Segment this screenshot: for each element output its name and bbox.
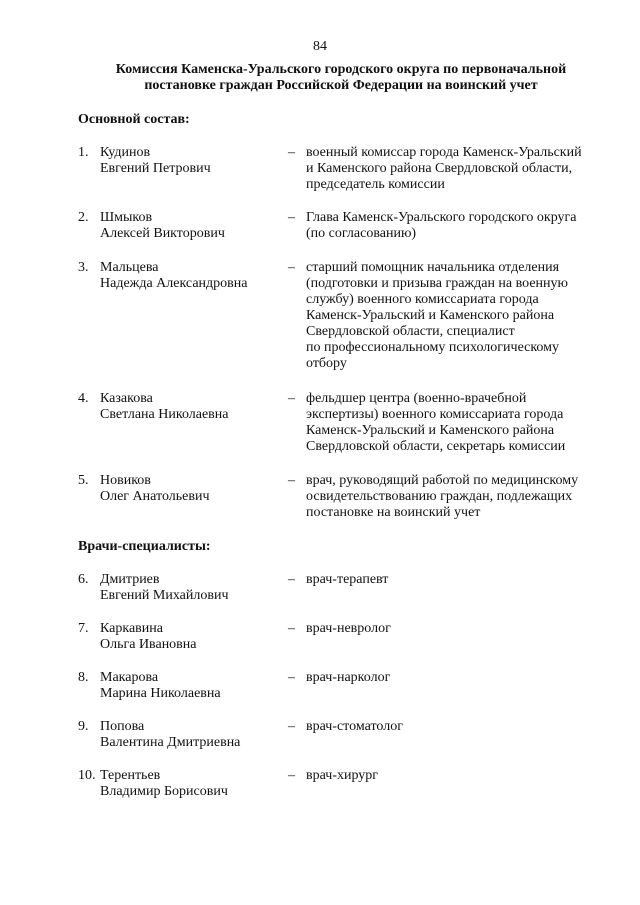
member-surname: Мальцева: [100, 260, 159, 275]
member-given-names: Надежда Александровна: [100, 276, 248, 291]
member-surname: Кудинов: [100, 145, 151, 160]
member-number: 2.: [78, 210, 89, 225]
member-number: 9.: [78, 719, 89, 734]
role-line: (подготовки и призыва граждан на военную: [306, 276, 568, 291]
member-role: [306, 145, 612, 193]
role-line: военный комиссар города Каменск-Уральский: [306, 145, 582, 160]
role-line: (по согласованию): [306, 226, 417, 241]
member-number: 6.: [78, 572, 89, 587]
member-number: 8.: [78, 670, 89, 685]
member-dash: –: [288, 719, 295, 734]
member-surname: Терентьев: [100, 768, 161, 783]
member-given-names: Евгений Петрович: [100, 161, 211, 176]
section-heading-doctors: Врачи-специалисты:: [78, 539, 211, 554]
role-line: Каменск-Уральский и Каменского района: [306, 308, 555, 323]
member-dash: –: [288, 391, 295, 406]
member-number: 5.: [78, 473, 89, 488]
role-line: Глава Каменск-Уральского городского округа: [306, 210, 577, 225]
role-line: врач-нарколог: [306, 670, 391, 685]
member-number: 3.: [78, 260, 89, 275]
member-dash: –: [288, 670, 295, 685]
role-line: освидетельствованию граждан, подлежащих: [306, 489, 573, 504]
member-dash: –: [288, 473, 295, 488]
role-line: и Каменского района Свердловской области,: [306, 161, 573, 176]
page-number: 84: [313, 39, 327, 54]
role-line: председатель комиссии: [306, 177, 445, 192]
member-role: [306, 260, 612, 372]
member-dash: –: [288, 621, 295, 636]
member-dash: –: [288, 210, 295, 225]
member-number: 7.: [78, 621, 89, 636]
role-line: экспертизы) военного комиссариата города: [306, 407, 564, 422]
member-given-names: Евгений Михайлович: [100, 588, 229, 603]
role-line: врач-хирург: [306, 768, 379, 783]
member-given-names: Ольга Ивановна: [100, 637, 197, 652]
member-given-names: Светлана Николаевна: [100, 407, 229, 422]
document-title: [70, 62, 612, 94]
member-name: [100, 572, 290, 604]
member-name: [100, 768, 290, 800]
member-number: 10.: [78, 768, 96, 783]
member-given-names: Марина Николаевна: [100, 686, 221, 701]
title-line-1: Комиссия Каменска-Уральского городского округа по первоначальной: [115, 62, 567, 77]
member-number: 4.: [78, 391, 89, 406]
member-surname: Шмыков: [100, 210, 153, 225]
member-name: [100, 210, 290, 242]
member-surname: Макарова: [100, 670, 159, 685]
member-surname: Новиков: [100, 473, 151, 488]
member-surname: Дмитриев: [100, 572, 160, 587]
member-dash: –: [288, 572, 295, 587]
role-line: Каменск-Уральский и Каменского района: [306, 423, 555, 438]
member-name: [100, 473, 290, 505]
section-heading-main: Основной состав:: [78, 112, 190, 127]
member-given-names: Валентина Дмитриевна: [100, 735, 241, 750]
role-line: врач-невролог: [306, 621, 391, 636]
member-name: [100, 719, 290, 751]
role-line: постановке на воинский учет: [306, 505, 481, 520]
member-role: [306, 670, 612, 686]
member-given-names: Олег Анатольевич: [100, 489, 210, 504]
role-line: по профессиональному психологическому: [306, 340, 560, 355]
member-role: [306, 473, 612, 521]
member-role: [306, 719, 612, 735]
role-line: врач-стоматолог: [306, 719, 403, 734]
member-role: [306, 391, 612, 455]
member-role: [306, 210, 612, 242]
member-given-names: Владимир Борисович: [100, 784, 228, 799]
member-name: [100, 391, 290, 423]
member-role: [306, 621, 612, 637]
member-number: 1.: [78, 145, 89, 160]
role-line: отбору: [306, 356, 347, 371]
role-line: фельдшер центра (военно-врачебной: [306, 391, 527, 406]
role-line: службу) военного комиссариата города: [306, 292, 539, 307]
member-name: [100, 145, 290, 177]
role-line: врач-терапевт: [306, 572, 389, 587]
role-line: врач, руководящий работой по медицинскому: [306, 473, 579, 488]
member-name: [100, 621, 290, 653]
member-role: [306, 768, 612, 784]
member-name: [100, 670, 290, 702]
role-line: Свердловской области, специалист: [306, 324, 515, 339]
role-line: старший помощник начальника отделения: [306, 260, 560, 275]
member-surname: Каркавина: [100, 621, 163, 636]
title-line-2: постановке граждан Российской Федерации на воинский учет: [144, 78, 538, 93]
member-surname: Попова: [100, 719, 145, 734]
member-given-names: Алексей Викторович: [100, 226, 225, 241]
member-surname: Казакова: [100, 391, 153, 406]
member-dash: –: [288, 768, 295, 783]
member-name: [100, 260, 290, 292]
member-dash: –: [288, 145, 295, 160]
member-role: [306, 572, 612, 588]
role-line: Свердловской области, секретарь комиссии: [306, 439, 566, 454]
member-dash: –: [288, 260, 295, 275]
